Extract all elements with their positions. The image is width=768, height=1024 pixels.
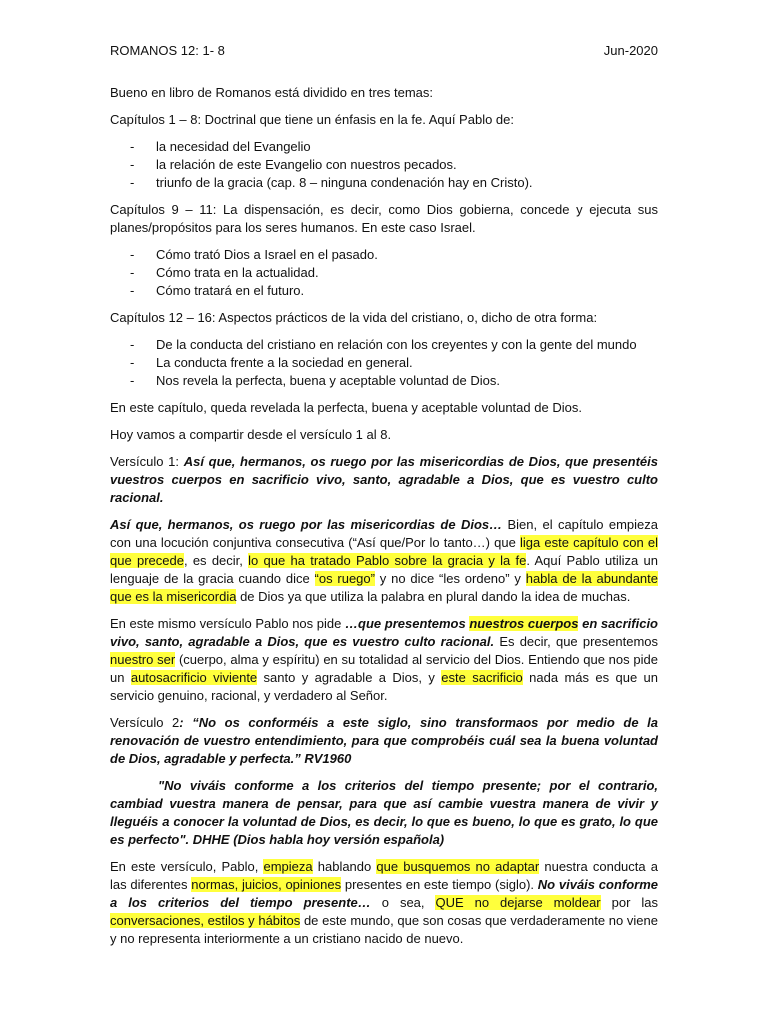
list-item: - la relación de este Evangelio con nuestros pecados. xyxy=(110,156,658,174)
verse-1-commentary-2 xyxy=(110,615,658,705)
text-run: , es decir, xyxy=(183,553,249,568)
highlight: lo que ha tratado Pablo sobre la gracia y la fe xyxy=(248,553,527,568)
section-3-heading: Capítulos 12 – 16: Aspectos prácticos de la vida del cristiano, o, dicho de otra forma: xyxy=(110,310,598,325)
intro-paragraph: Bueno en libro de Romanos está dividido en tres temas: xyxy=(110,85,434,100)
text-run: en sacrificio vivo, santo, agradable a Dios, que es vuestro culto racional. xyxy=(110,616,658,649)
list-item: - la necesidad del Evangelio xyxy=(110,138,658,156)
text-run: hablando xyxy=(312,859,377,874)
text-run: por las xyxy=(600,895,658,910)
page-header xyxy=(110,42,658,60)
text-run: presentes en este tiempo (siglo). xyxy=(341,877,538,892)
section-3-list xyxy=(110,336,658,390)
verse-1-quote: Así que, hermanos, os ruego por las misericordias de Dios, que presentéis vuestros cuerpos en sacrificio vivo, santo, agradable a Dios, que es vuestro culto racional. xyxy=(110,454,658,505)
section-1-list xyxy=(110,138,658,192)
text-run: nada más es que un servicio genuino, racional, y verdadero al Señor. xyxy=(110,670,659,703)
list-item: - Nos revela la perfecta, buena y aceptable voluntad de Dios. xyxy=(110,372,658,390)
text-run: (cuerpo, alma y espíritu) en su totalidad al servicio del Dios. Entiendo que nos pide un xyxy=(110,652,658,685)
header-title: ROMANOS 12: 1- 8 xyxy=(110,43,225,58)
list-item: - Cómo tratará en el futuro. xyxy=(110,282,658,300)
section-2-heading: Capítulos 9 – 11: La dispensación, es decir, como Dios gobierna, concede y ejecuta sus planes/propósitos para los seres humanos. En este caso Israel. xyxy=(110,202,658,235)
highlight: que busquemos no adaptar xyxy=(376,859,540,874)
verse-2-paragraph xyxy=(110,714,658,768)
verse-1-label: Versículo 1: xyxy=(110,454,184,469)
highlight: conversaciones, estilos y hábitos xyxy=(110,913,301,928)
highlight: normas, juicios, opiniones xyxy=(191,877,342,892)
section-1-heading: Capítulos 1 – 8: Doctrinal que tiene un énfasis en la fe. Aquí Pablo de: xyxy=(110,112,514,127)
text-run: Bien, el capítulo empieza con una locución conjuntiva consecutiva (“Así que/Por lo tanto…) que xyxy=(110,517,658,550)
text-run: y no dice “les ordeno” y xyxy=(374,571,526,586)
highlight: nuestros cuerpos xyxy=(469,616,579,631)
text-run: de Dios ya que utiliza la palabra en plural dando la idea de muchas. xyxy=(236,589,631,604)
text-run: Así que, hermanos, os ruego por las misericordias de Dios… xyxy=(110,517,503,532)
list-item: - La conducta frente a la sociedad en general. xyxy=(110,354,658,372)
chapter-summary: En este capítulo, queda revelada la perfecta, buena y aceptable voluntad de Dios. xyxy=(110,400,582,415)
text-run: En este versículo, Pablo, xyxy=(110,859,264,874)
highlight: liga este capítulo con el que precede xyxy=(110,535,658,568)
list-item: - Cómo trató Dios a Israel en el pasado. xyxy=(110,246,658,264)
text-run: En este mismo versículo Pablo nos pide xyxy=(110,616,346,631)
header-date: Jun-2020 xyxy=(603,43,658,58)
highlight: empieza xyxy=(263,859,313,874)
highlight: “os ruego” xyxy=(314,571,375,586)
verse-1-commentary xyxy=(110,516,658,606)
verse-2-quote: : “No os conforméis a este siglo, sino transformaos por medio de la renovación de vuestro entendimiento, para que comprobéis cuál sea la buena voluntad de Dios, agradable y perfecta.” RV1960 xyxy=(110,715,658,766)
text-run: o sea, xyxy=(370,895,436,910)
text-run: …que presentemos xyxy=(345,616,470,631)
text-run: . Aquí Pablo utiliza un lenguaje de la gracia cuando dice xyxy=(110,553,658,586)
highlight: habla de la abundante que es la misericordia xyxy=(110,571,658,604)
highlight: nuestro ser xyxy=(110,652,176,667)
highlight: autosacrificio viviente xyxy=(130,670,258,685)
list-item: - Cómo trata en la actualidad. xyxy=(110,264,658,282)
highlight: QUE no dejarse moldear xyxy=(435,895,601,910)
text-run: Es decir, que presentemos xyxy=(494,634,659,649)
list-item: - triunfo de la gracia (cap. 8 – ninguna condenación hay en Cristo). xyxy=(110,174,658,192)
verse-1-paragraph xyxy=(110,453,658,507)
section-2-list xyxy=(110,246,658,300)
highlight: este sacrificio xyxy=(441,670,523,685)
text-run: santo y agradable a Dios, y xyxy=(257,670,442,685)
text-run: de este mundo, que son cosas que verdaderamente no viene y no representa interiormente a un cristiano nacido de nuevo. xyxy=(110,913,658,946)
verse-2-label: Versículo 2 xyxy=(110,715,180,730)
text-run: No viváis conforme a los criterios del tiempo presente… xyxy=(110,877,659,910)
verse-2-alt-translation: "No viváis conforme a los criterios del tiempo presente; por el contrario, cambiad vuestra manera de pensar, para que así cambie vuestra manera de vivir y lleguéis a conocer la voluntad de Dios, es decir, lo que es bueno, lo que es grato, lo que es perfecto". DHHE (Dios habla hoy versión española) xyxy=(110,778,658,847)
list-item: - De la conducta del cristiano en relación con los creyentes y con la gente del mundo xyxy=(110,336,658,354)
verse-2-commentary xyxy=(110,858,658,948)
today-note: Hoy vamos a compartir desde el versículo 1 al 8. xyxy=(110,427,392,442)
text-run: nuestra conducta a las diferentes xyxy=(110,859,658,892)
